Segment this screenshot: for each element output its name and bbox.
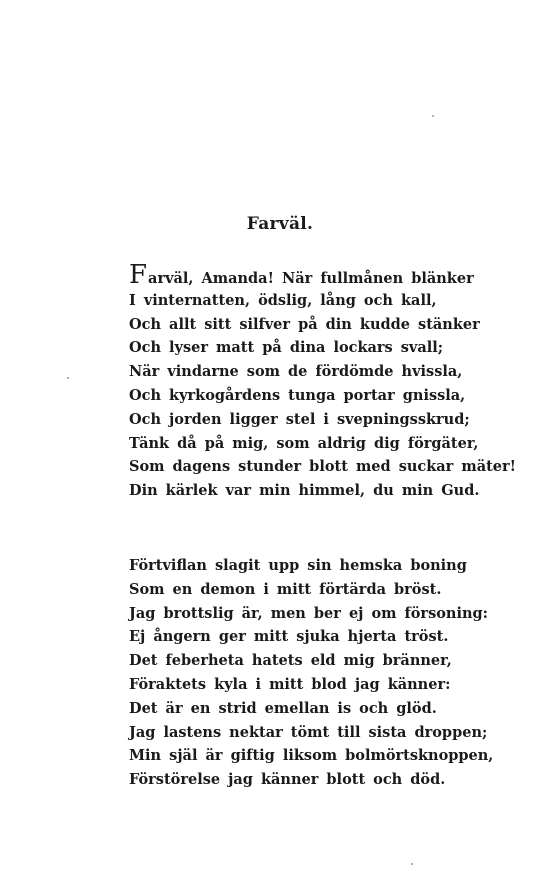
stanza-1-line-10: Din kärlek var min himmel, du min Gud.: [129, 482, 480, 500]
stanza-1-line-4: Och lyser matt på dina lockars svall;: [129, 339, 444, 357]
stanza-2: [129, 554, 529, 792]
poem-title: Farväl.: [246, 214, 314, 234]
paper-speck: [67, 377, 69, 379]
stanza-1-line-6: Och kyrkogårdens tunga portar gnissla,: [129, 386, 466, 404]
stanza-1-line-3: Och allt sitt silfver på din kudde stänker: [129, 315, 480, 333]
stanza-1-line-7: Och jorden ligger stel i svepningsskrud;: [129, 410, 470, 428]
stanza-1: [129, 260, 529, 503]
stanza-1-line-2: I vinternatten, ödslig, lång och kall,: [129, 291, 437, 309]
stanza-1-line-8: Tänk då på mig, som aldrig dig förgäter,: [129, 434, 479, 452]
stanza-2-line-9: Min själ är giftig liksom bolmörtsknoppen,: [129, 747, 494, 765]
paper-speck: [432, 115, 434, 117]
first-line-text: arväl, Amanda! När fullmånen blänker: [148, 270, 474, 287]
stanza-2-line-10: Förstörelse jag känner blott och död.: [129, 771, 446, 789]
stanza-2-line-6: Föraktets kyla i mitt blod jag känner:: [129, 675, 451, 693]
stanza-2-line-8: Jag lastens nektar tömt till sista droppen;: [129, 723, 488, 741]
stanza-2-line-5: Det feberheta hatets eld mig bränner,: [129, 652, 452, 670]
stanza-2-line-3: Jag brottslig är, men ber ej om försoning:: [129, 604, 488, 622]
stanza-1-line-5: När vindarne som de fördömde hvissla,: [129, 363, 463, 381]
drop-cap: F: [129, 260, 148, 290]
paper-speck: [411, 863, 413, 865]
stanza-2-line-1: Förtviflan slagit upp sin hemska boning: [129, 557, 467, 574]
stanza-1-line-9: Som dagens stunder blott med suckar mäter!: [129, 458, 517, 476]
stanza-2-line-4: Ej ångern ger mitt sjuka hjerta tröst.: [129, 628, 449, 646]
stanza-1-line-1: [129, 260, 529, 290]
stanza-2-line-7: Det är en strid emellan is och glöd.: [129, 699, 437, 717]
stanza-2-line-2: Som en demon i mitt förtärda bröst.: [129, 580, 442, 598]
